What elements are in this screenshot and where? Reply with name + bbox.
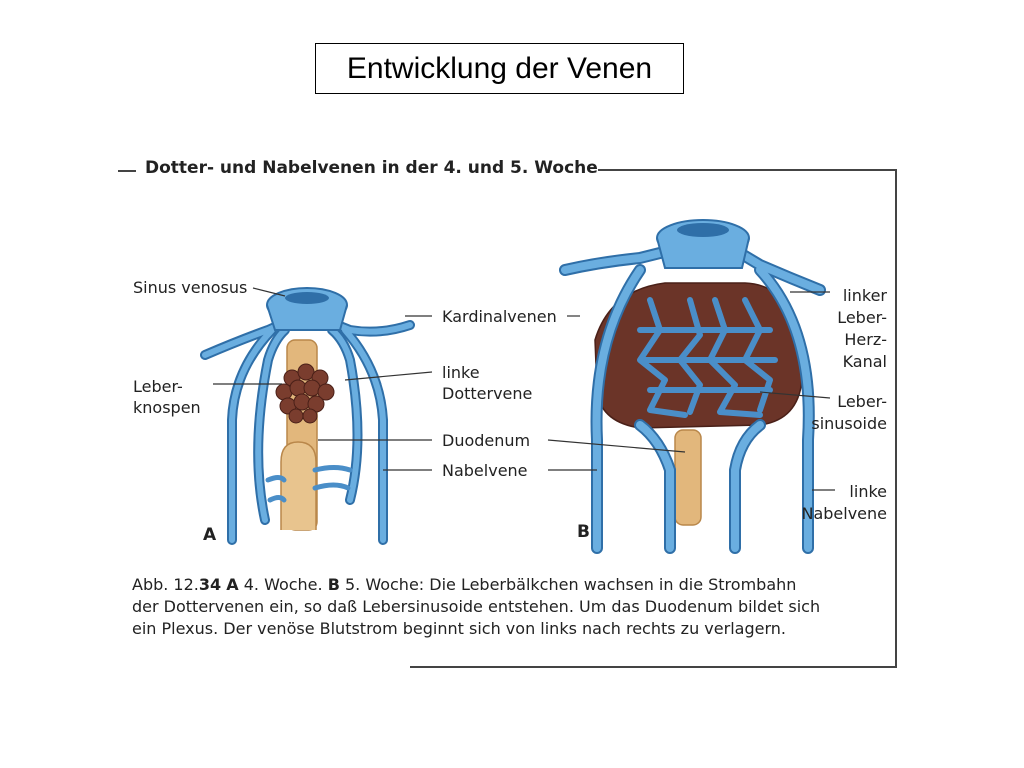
- caption-b-letter: B: [327, 575, 340, 594]
- label-linker-leber-herz-kanal-line1: linker: [842, 286, 887, 305]
- label-linke-dottervene-line2: Dottervene: [442, 384, 533, 403]
- caption-a-letter: A: [226, 575, 239, 594]
- label-linker-leber-herz-kanal-line2: Leber-: [837, 308, 887, 327]
- label-leberknospen-line2: knospen: [133, 398, 201, 417]
- label-linke-nabelvene-line1: linke: [849, 482, 887, 501]
- caption-prefix: Abb. 12.: [132, 575, 199, 594]
- label-kardinalvenen: Kardinalvenen: [442, 307, 557, 326]
- duodenum-shape-b: [675, 430, 701, 525]
- label-lebersinusoide-line2: sinusoide: [811, 414, 887, 433]
- figure-heading: Dotter- und Nabelvenen in der 4. und 5. Woche: [145, 158, 598, 178]
- figure-caption: [132, 574, 902, 640]
- label-linke-nabelvene-line2: Nabelvene: [801, 504, 887, 523]
- panel-b-drawing: [565, 220, 820, 548]
- panel-letter-b: B: [577, 522, 590, 542]
- label-lebersinusoide-line1: Leber-: [837, 392, 887, 411]
- label-linker-leber-herz-kanal-line3: Herz-: [844, 330, 887, 349]
- label-linker-leber-herz-kanal-line4: Kanal: [842, 352, 887, 371]
- panel-letter-a: A: [203, 525, 217, 545]
- slide-title: Entwicklung der Venen: [315, 43, 684, 94]
- caption-number: 34: [198, 575, 222, 594]
- label-linke-dottervene-line1: linke: [442, 363, 480, 382]
- label-duodenum: Duodenum: [442, 431, 531, 450]
- label-nabelvene: Nabelvene: [442, 461, 528, 480]
- caption-line3: ein Plexus. Der venöse Blutstrom beginnt sich von links nach rechts zu verlagern.: [132, 619, 786, 638]
- label-sinus-venosus: Sinus venosus: [133, 278, 248, 297]
- caption-line2: der Dottervenen ein, so daß Lebersinusoide entstehen. Um das Duodenum bildet sich: [132, 597, 821, 616]
- panel-a-drawing: [205, 288, 410, 540]
- caption-a-text: 4. Woche.: [238, 575, 328, 594]
- label-leberknospen-line1: Leber-: [133, 377, 183, 396]
- caption-line1-rest: 5. Woche: Die Leberbälkchen wachsen in die Strombahn: [339, 575, 797, 594]
